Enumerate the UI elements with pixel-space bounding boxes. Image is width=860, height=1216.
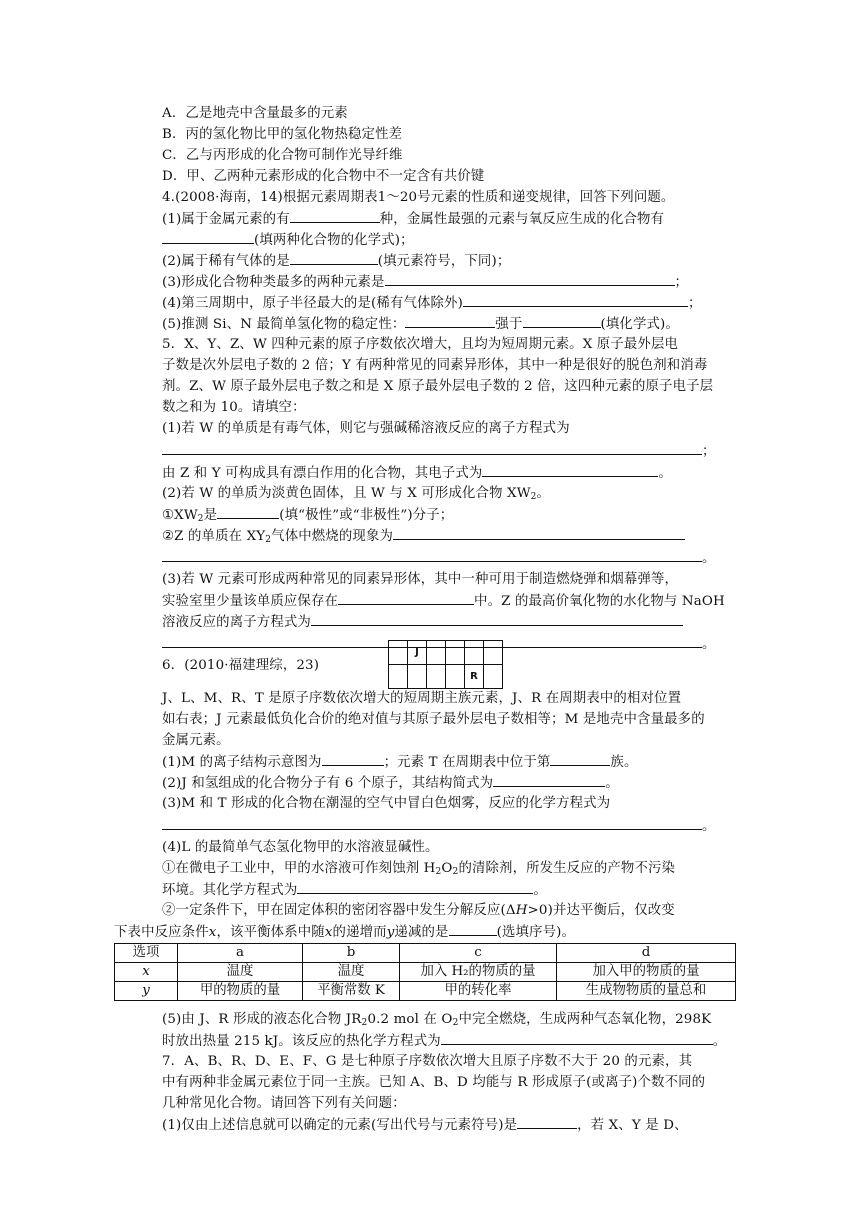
period: 。 (702, 637, 716, 652)
table-cell: 加入甲的物质的量 (557, 963, 736, 982)
q6-line2: 如右表；J 元素最低负化合价的绝对值与其原子最外层电子数相等；M 是地壳中含量最多的 (162, 712, 705, 727)
q6-part5-text-c: 中完全燃烧，生成两种气态氧化物，298K (458, 1012, 712, 1027)
q6-part4-ii-text-f: 递减的是 (394, 925, 449, 940)
row-label-x (115, 963, 178, 982)
option-d: D．甲、乙两种元素形成的化合物中不一定含有共价键 (162, 169, 485, 184)
q4-part2 (162, 250, 722, 272)
grid-cell-j: J (408, 641, 427, 665)
q6-part1-text-b: ；元素 T 在周期表中位于第 (383, 755, 551, 770)
blank (162, 440, 702, 455)
q4-part3-text: (3)形成化合物种类最多的两种元素是 (162, 275, 385, 290)
q7-line1: 7．A、B、R、D、E、F、G 是七种原子序数依次增大且原子序数不大于 20 的元素，其 (162, 1054, 693, 1069)
q6-part4-ii-cont (114, 921, 674, 943)
blank (449, 921, 497, 936)
var-y: y (142, 983, 150, 998)
q6-part4-ii (162, 900, 722, 921)
q5-part3: (3)若 W 元素可形成两种常见的同素异形体，其中一种可用于制造燃烧弹和烟幕弹等， (162, 572, 679, 587)
table-cell: 生成物物质的量总和 (557, 982, 736, 1001)
subscript: 2 (435, 867, 442, 877)
q6-part5-text-d: 时放出热量 215 kJ。该反应的热化学方程式为 (162, 1034, 441, 1049)
q7-part1-text-b: ，若 X、Y 是 D、 (577, 1118, 688, 1133)
q4-part1-text-b: 种，金属性最强的元素与氧反应生成的化合物有 (379, 212, 665, 227)
q5-part1-answer-line (162, 440, 722, 462)
q5-part2-ii-text: ②Z 的单质在 XY (162, 529, 266, 544)
blank (441, 1030, 713, 1045)
semicolon: ； (702, 444, 716, 459)
q6-part2-text: (2)J 和氢组成的化合物分子有 6 个原子，其结构简式为 (162, 776, 494, 791)
subscript: 2 (197, 514, 204, 524)
q5-part1: (1)若 W 的单质是有毒气体，则它与强碱稀溶液反应的离子方程式为 (162, 421, 570, 436)
grid-cell (389, 665, 408, 689)
q5-part2-i-text-c: (填“极性”或“非极性”)分子； (279, 508, 454, 523)
q7-part1 (162, 1114, 722, 1136)
grid-cell (389, 641, 408, 665)
blank (297, 879, 533, 894)
blank (393, 525, 685, 540)
grid-row (389, 641, 503, 665)
q6-part4-ii-text-g: (选填序号)。 (496, 925, 576, 940)
q6-heading: 6．(2010·福建理综，23) (162, 658, 320, 673)
q6-part4-i-text: ①在微电子工业中，甲的水溶液可作刻蚀剂 H (162, 861, 436, 876)
q6-part5-text: (5)由 J、R 形成的液态化合物 JR (162, 1012, 362, 1027)
period: 。 (658, 466, 672, 481)
q5-part3-text-b: 实验室里少量该单质应保存在 (162, 594, 339, 609)
blank (338, 590, 474, 605)
var-y: y (386, 925, 395, 940)
q6-line3: 金属元素。 (162, 733, 230, 748)
q5-line2: 子数是次外层电子数的 2 倍；Y 有两种常见的同素异形体，其中一种是很好的脱色剂和消毒 (162, 358, 708, 373)
q4-part4 (162, 292, 722, 314)
q6-part4-ii-text-e: 的递增而 (332, 925, 387, 940)
period: 。 (712, 1034, 727, 1049)
period: 。 (533, 883, 547, 898)
blank (322, 751, 384, 766)
q5-part3-text-d: 溶液反应的离子方程式为 (162, 615, 311, 630)
grid-cell (465, 641, 484, 665)
q5-part3-text-c: 中。Z 的最高价氧化物的水化物与 NaOH (474, 594, 725, 609)
q6-part4-ii-text: ②一定条件下，甲在固定体积的密闭容器中发生分解反应(Δ (162, 903, 516, 918)
q4-part1-text: (1)属于金属元素的有 (162, 212, 290, 227)
grid-row (389, 665, 503, 689)
subscript: 2 (265, 535, 272, 545)
blank (162, 815, 702, 830)
q5-line4: 数之和为 10。请填空： (162, 400, 306, 415)
blank (463, 292, 688, 307)
table-header-cell: d (557, 944, 736, 963)
q5-part2-i-text-b: 是 (203, 508, 218, 523)
q6-part1-text-c: 族。 (610, 755, 638, 770)
table-header-cell: b (303, 944, 400, 963)
q5-part1b-text: 由 Z 和 Y 可构成具有漂白作用的化合物，其电子式为 (162, 466, 483, 481)
q6-part3-answer-line (162, 815, 722, 837)
subscript: 2 (530, 492, 537, 502)
table-header-cell: 选项 (115, 944, 178, 963)
q6-part4-i-text-b: O (441, 861, 453, 876)
q6-part3: (3)M 和 T 形成的化合物在潮湿的空气中冒白色烟雾，反应的化学方程式为 (162, 796, 611, 811)
periodic-position-grid (388, 640, 503, 689)
q7-line3: 几种常见化合物。请回答下列有关问题： (162, 1096, 406, 1111)
subscript: 2 (452, 867, 459, 877)
delta-h-symbol: H (515, 903, 528, 918)
q6-part1-text: (1)M 的离子结构示意图为 (162, 755, 322, 770)
options-table (114, 943, 736, 1001)
q4-part2-text: (2)属于稀有气体的是 (162, 254, 290, 269)
q4-part1-cont (162, 229, 722, 251)
q5-part2-ii-text-b: 气体中燃烧的现象为 (271, 529, 394, 544)
table-cell: 平衡常数 K (303, 982, 400, 1001)
option-c: C．乙与丙形成的化合物可制作光导纤维 (162, 148, 403, 163)
semicolon: ； (674, 275, 689, 290)
q6-part4-i-text-c: 的清除剂，所发生反应的产物不污染 (458, 861, 676, 876)
q7-line2: 中有两种非金属元素位于同一主族。已知 A、B、D 均能与 R 形成原子(或离子)个数不同的 (162, 1075, 706, 1090)
q4-part5 (162, 313, 722, 335)
grid-cell (484, 665, 503, 689)
table-cell: 甲的物质的量 (178, 982, 303, 1001)
blank (290, 250, 378, 265)
grid-cell (427, 641, 446, 665)
table-cell: 甲的转化率 (400, 982, 557, 1001)
q4-part5-text-b: 强于 (495, 317, 523, 332)
semicolon: ； (687, 296, 702, 311)
q4-heading: 4.(2008·海南，14)根据元素周期表1～20号元素的性质和递变规律，回答下列问题。 (162, 190, 675, 205)
blank (523, 313, 601, 328)
q6-part4-i-cont (162, 879, 722, 901)
q6-part4-i-text-d: 环境。其化学方程式为 (162, 883, 298, 898)
q6-part4-ii-text-b: >0)并达平衡后，仅改变 (527, 903, 675, 918)
blank (311, 611, 683, 626)
period: 。 (702, 819, 716, 834)
blank (493, 772, 605, 787)
blank (482, 462, 658, 477)
period: 。 (702, 551, 716, 566)
blank (405, 313, 495, 328)
grid-cell (427, 665, 446, 689)
q5-part3-c (162, 611, 722, 633)
blank (385, 271, 675, 286)
option-b: B．丙的氢化物比甲的氢化物热稳定性差 (162, 127, 403, 142)
period: 。 (536, 486, 551, 501)
blank (290, 208, 380, 223)
q5-part3-b (162, 590, 725, 612)
subscript: 2 (361, 1018, 368, 1028)
blank (217, 504, 279, 519)
blank (517, 1114, 577, 1129)
q6-part5-cont (162, 1030, 727, 1052)
grid-cell (408, 665, 427, 689)
q4-part1-text-c: (填两种化合物的化学式)； (254, 233, 414, 248)
table-header-cell: c (400, 944, 557, 963)
option-a: A．乙是地壳中含量最多的元素 (162, 106, 348, 121)
period: 。 (605, 776, 619, 791)
var-x: x (142, 964, 150, 979)
q4-part1 (162, 208, 722, 230)
table-header-cell: a (178, 944, 303, 963)
blank (162, 547, 702, 562)
q5-part1b (162, 462, 722, 484)
blank (550, 751, 610, 766)
grid-cell (446, 665, 465, 689)
q5-line1: 5．X、Y、Z、W 四种元素的原子序数依次增大，且均为短周期元素。X 原子最外层电 (162, 337, 679, 352)
q6-part2 (162, 772, 722, 794)
q5-part2-answer-line (162, 547, 722, 569)
q4-part5-text-c: (填化学式)。 (600, 317, 679, 332)
q6-part4-ii-text-c: 下表中反应条件 (114, 925, 209, 940)
q5-line3: 剂。Z、W 原子最外层电子数之和是 X 原子最外层电子数的 2 倍，这四种元素的原子电子层 (162, 379, 714, 394)
q5-part2-text: (2)若 W 的单质为淡黄色固体，且 W 与 X 可形成化合物 XW (162, 486, 531, 501)
q7-part1-text: (1)仅由上述信息就可以确定的元素(写出代号与元素符号)是 (162, 1118, 518, 1133)
q4-part4-text: (4)第三周期中，原子半径最大的是(稀有气体除外) (162, 296, 463, 311)
grid-cell-r: R (465, 665, 484, 689)
blank (162, 229, 254, 244)
q4-part5-text: (5)推测 Si、N 最简单氢化物的稳定性： (162, 317, 406, 332)
q6-part5-text-b: 0.2 mol 在 O (367, 1012, 453, 1027)
table-row-x (115, 963, 736, 982)
var-x: x (208, 925, 217, 940)
var-x: x (324, 925, 333, 940)
table-cell: 温度 (178, 963, 303, 982)
grid-cell (484, 641, 503, 665)
q4-part2-text-b: (填元素符号，下同)； (377, 254, 511, 269)
q4-part3 (162, 271, 722, 293)
row-label-y (115, 982, 178, 1001)
subscript: 2 (452, 1018, 459, 1028)
q6-line1: J、L、M、R、T 是原子序数依次增大的短周期主族元素，J、R 在周期表中的相对位置 (162, 691, 682, 706)
q6-part1 (162, 751, 722, 773)
q5-part2-i-text: ①XW (162, 508, 198, 523)
table-header-row (115, 944, 736, 963)
q6-part4: (4)L 的最简单气态氢化物甲的水溶液显碱性。 (162, 840, 439, 855)
q6-part4-ii-text-d: ，该平衡体系中随 (216, 925, 325, 940)
grid-cell (446, 641, 465, 665)
table-cell: 温度 (303, 963, 400, 982)
table-row-y (115, 982, 736, 1001)
table-cell: 加入 H₂的物质的量 (400, 963, 557, 982)
